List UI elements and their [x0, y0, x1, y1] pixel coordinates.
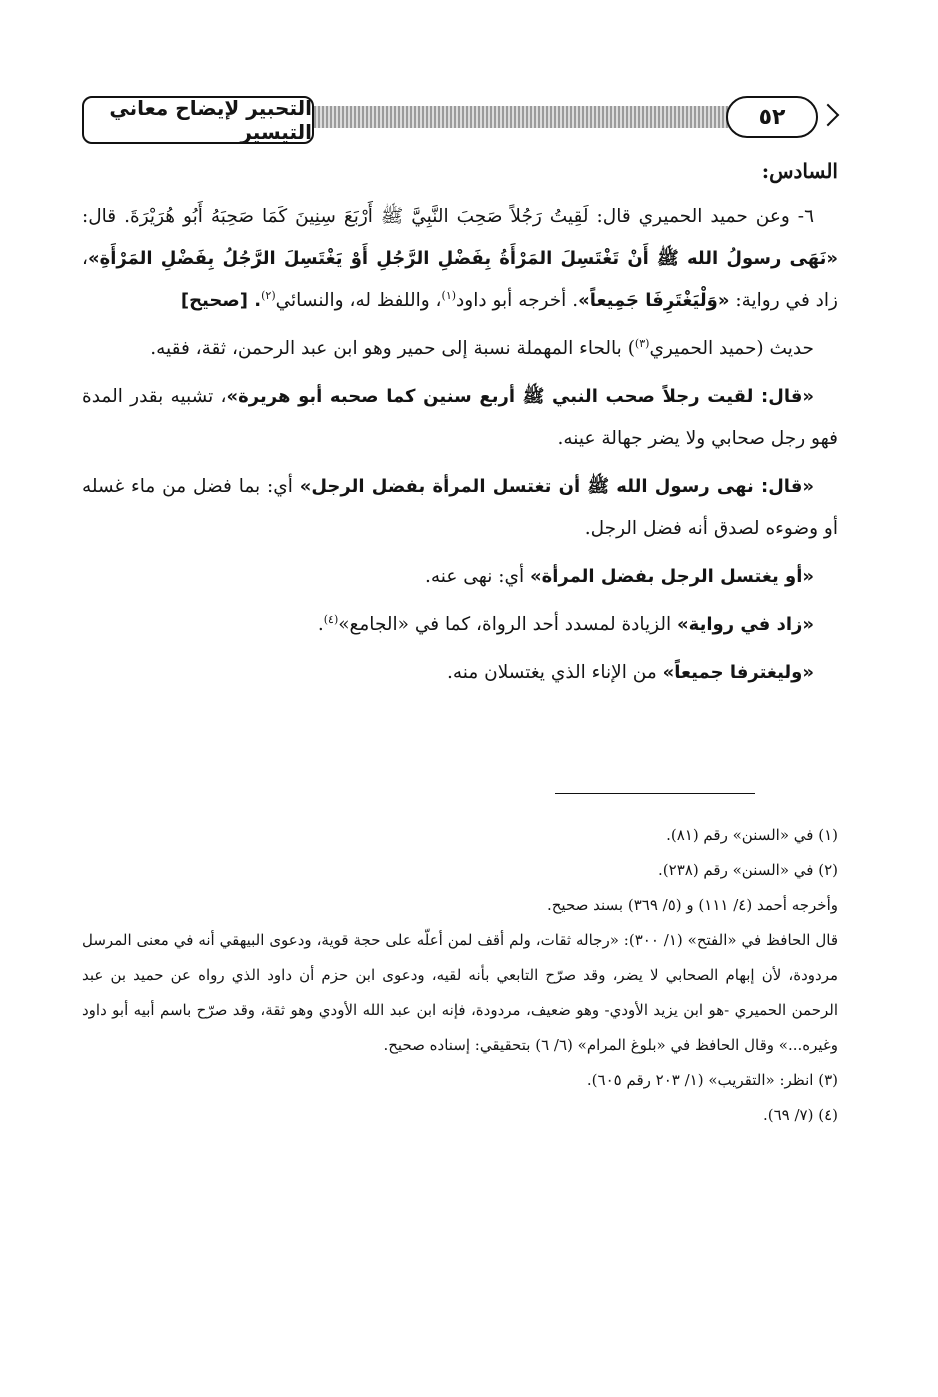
hadith-quote-2: «نَهَى رسولُ الله ﷺ أَنْ تَغْتَسِلَ المَرْأَةُ بِفَضْلِ الرَّجُلِ أَوْ يَغْتَسِلَ الرَّجُلُ بِفَضْلِ المَرْأَةِ»	[87, 248, 838, 269]
hadith-grade: . [صحيح]	[180, 290, 262, 311]
commentary-paragraph-6	[82, 652, 838, 694]
header-ornament-band	[310, 106, 782, 128]
book-title: التحبير لإيضاح معاني التيسير	[82, 96, 314, 144]
hadith-quote-3: «وَلْيَغْتَرِفَا جَمِيعاً»	[578, 290, 730, 311]
commentary-paragraph-4	[82, 556, 838, 598]
page-number: ٥٢	[726, 96, 818, 138]
footnote-ref-2[interactable]: (٢)	[261, 288, 276, 302]
footnote-divider	[555, 793, 755, 794]
commentary-quote: «قال: نهى رسول الله ﷺ أن تغتسل المرأة بفضل الرجل»	[299, 476, 814, 497]
commentary-quote: «وليغترفا جميعاً»	[662, 662, 814, 683]
hadith-qal: . قال:	[82, 206, 131, 227]
hadith-quote-1: لَقِيتُ رَجُلاً صَحِبَ النَّبِيَّ ﷺ أَرْبَعَ سِنِينَ كَمَا صَحِبَهُ أَبُو هُرَيْرَةَ	[130, 206, 589, 227]
main-text	[82, 150, 838, 700]
footnote-ref-3[interactable]: (٣)	[634, 336, 650, 350]
footnote-2-quote: قال الحافظ في «الفتح» (١/ ٣٠٠): «رجاله ثقات، ولم أقف لمن أعلّه على حجة قوية، ودعوى البيهقي أنه في معنى المرسل مردودة، لأن إبهام الصحابي لا يضر، وقد صرّح التابعي بأنه لقيه، ودعوى ابن حزم أن داود الذي رواه عن حميد بن عبد الرحمن الحميري -هو ابن يزيد الأودي- وهو ضعيف، مردودة، فإنه ابن عبد الله الأودي وهو ثقة، وقد صرّح باسم أبيه أبو داود وغيره...» وقال الحافظ في «بلوغ المرام» (٦/ ٦) بتحقيقي: إسناده صحيح.	[82, 931, 838, 1054]
footnote-2: (٢) في «السنن» رقم (٢٣٨).	[658, 861, 838, 879]
hadith-zad: ، زاد في رواية:	[82, 248, 838, 311]
footnote-ref-4[interactable]: (٤)	[323, 612, 339, 626]
footnote-2-cont: وأخرجه أحمد (٤/ ١١١) و (٥/ ٣٦٩) بسند صحيح.	[546, 896, 838, 914]
commentary-paragraph-5	[82, 604, 838, 646]
footnote-4: (٤) (٧/ ٦٩).	[762, 1106, 838, 1124]
commentary-text: أي: بما فضل من ماء غسله أو وضوءه لصدق أنه فضل الرجل.	[82, 476, 838, 539]
commentary-paragraph-3	[82, 466, 838, 550]
commentary-quote: «أو يغتسل الرجل بفضل المرأة»	[529, 566, 814, 587]
hadith-paragraph	[82, 196, 838, 322]
commentary-text: الزيادة لمسدد أحد الرواة، كما في «الجامع»	[338, 614, 678, 635]
commentary-text: ، تشبيه بقدر المدة فهو رجل صحابي ولا يضر جهالة عينه.	[82, 386, 838, 449]
hadith-intro: ٦- وعن حميد الحميري قال:	[588, 206, 814, 227]
commentary-quote: «زاد في رواية»	[677, 614, 814, 635]
footnote-3: (٣) انظر: «التقريب» (١/ ٢٠٣ رقم ٦٠٥).	[586, 1071, 838, 1089]
footnote-1: (١) في «السنن» رقم (٨١).	[666, 826, 838, 844]
hadith-takhrij-2: ، واللفظ له، والنسائي	[275, 290, 442, 311]
commentary-text: أي: نهى عنه.	[424, 566, 530, 587]
section-title: السادس:	[761, 159, 838, 183]
commentary-paragraph-1	[82, 328, 838, 370]
commentary-text: حديث (حميد الحميري	[649, 338, 814, 359]
commentary-quote: «قال: لقيت رجلاً صحب النبي ﷺ أربع سنين كما صحبه أبو هريرة»	[226, 386, 814, 407]
footnote-ref-1[interactable]: (١)	[441, 288, 457, 302]
commentary-text: من الإناء الذي يغتسلان منه.	[447, 662, 663, 683]
commentary-text: ) بالحاء المهملة نسبة إلى حمير وهو ابن عبد الرحمن، ثقة، فقيه.	[150, 338, 635, 359]
commentary-paragraph-2	[82, 376, 838, 460]
commentary-text: .	[317, 614, 324, 635]
page-header	[80, 96, 842, 148]
hadith-takhrij: . أخرجه أبو داود	[456, 290, 579, 311]
footnotes	[82, 818, 838, 1133]
